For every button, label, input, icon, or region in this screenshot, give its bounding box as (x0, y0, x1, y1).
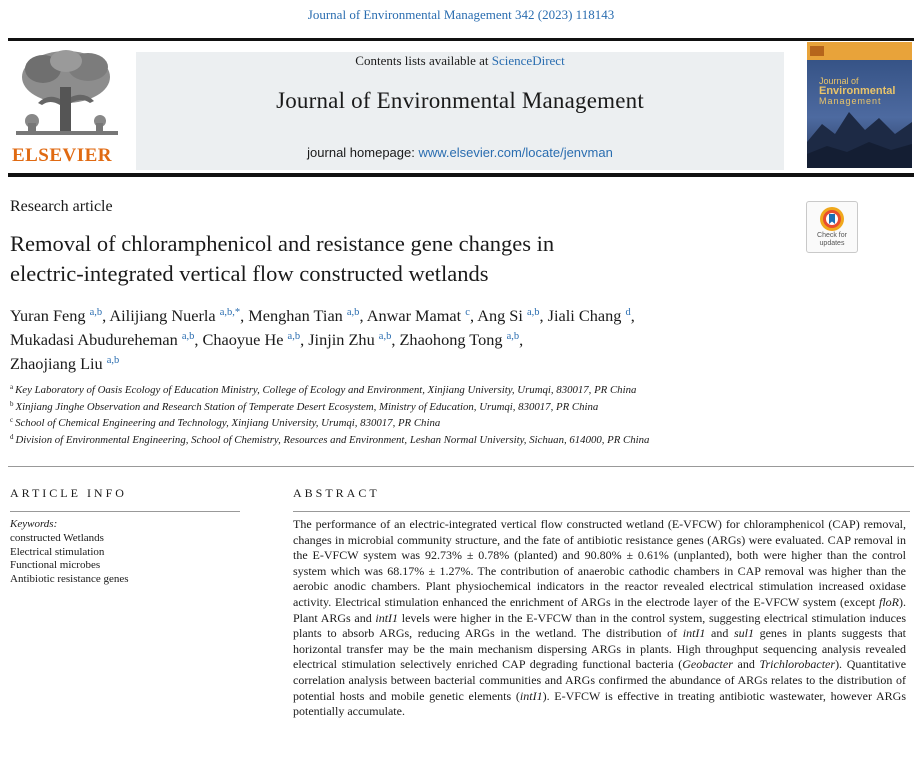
author[interactable] (10, 330, 194, 349)
author-sep: , (519, 330, 524, 349)
author[interactable] (248, 306, 359, 325)
affiliation-key: a (10, 383, 14, 391)
affiliation-key: b (10, 399, 14, 408)
citation-line[interactable] (0, 7, 922, 23)
author[interactable] (548, 306, 631, 325)
author[interactable] (367, 306, 470, 325)
author-affil-sup[interactable]: a,b (287, 331, 301, 342)
author-list (10, 304, 810, 376)
abstract-term: Trichlorobacter (759, 657, 836, 672)
homepage-line (136, 145, 784, 160)
abstract-segment: genes in plants suggests that horizontal transfer may be the main mechanism dispersing ARGs in plants. High throughput sequencing analysis revealed electrical stimulation selectively enriched CAP degrading functional bacteria ( (293, 626, 906, 672)
abstract-segment: The performance of an electric-integrated vertical flow constructed wetland (E-VFCW) for chloramphenicol (CAP) removal, changes in microbial community structure, and the fate of antibiotic resistance genes (ARGs) were evaluated. CAP removal in the E-VFCW system was 92.73% ± 0.78% (planted) and 90.80% ± 0.61% (unplanted), both were higher than the control system which was 68.17% ± 1.27%. The contribution of anaerobic cathodic chambers in CAP removal was higher than the aerobic anodic chambers. Plant physiochemical indicators in the reactor revealed electrical stimulation increased oxidase activity. Electrical stimulation enhanced the enrichment of ARGs in the electrode layer of the E-VFCW system (except (293, 517, 906, 609)
author-name: Ailijiang Nuerla (109, 306, 216, 325)
author-name: Anwar Mamat (366, 306, 462, 325)
journal-cover[interactable] (807, 42, 912, 168)
abstract-rule (293, 511, 910, 512)
author[interactable] (399, 330, 519, 349)
affiliation-text: Key Laboratory of Oasis Ecology of Education Ministry, College of Ecology and Environment, Xinjiang University, Urumqi, 830017, PR China (15, 384, 637, 396)
abstract-term: Geobacter (682, 657, 733, 672)
author-affil-sup[interactable]: c (465, 307, 470, 318)
author-affil-sup[interactable]: d (625, 307, 631, 318)
keywords-list (10, 532, 129, 586)
abstract-heading: ABSTRACT (293, 486, 380, 500)
author-sep: , (240, 306, 249, 325)
affiliation (10, 432, 910, 449)
author-sep: , (630, 306, 635, 325)
keyword: Electrical stimulation (10, 545, 105, 558)
abstract-segment: ). Quantitative correlation analysis between bacterial communities and ARGs confirmed the abundance of ARGs relates to the distribution of potential hosts and mobile genetic elements ( (293, 657, 907, 703)
affiliation (10, 399, 910, 416)
author-name: Zhaohong Tong (399, 330, 503, 349)
abstract-term: intI1 (375, 610, 399, 625)
contents-line (136, 53, 784, 69)
title-line-1: Removal of chloramphenicol and resistance gene changes in (10, 231, 555, 256)
author-name: Mukadasi Abudureheman (10, 330, 178, 349)
keyword: Functional microbes (10, 559, 101, 572)
author[interactable] (477, 306, 539, 325)
affiliation-text: School of Chemical Engineering and Technology, Xinjiang University, Urumqi, 830017, PR China (15, 417, 441, 430)
cover-title-line1: Journal of (819, 76, 859, 86)
author-name: Zhaojiang Liu (10, 354, 103, 373)
author-affil-sup[interactable]: a,b (181, 331, 195, 342)
affiliation (10, 382, 910, 399)
badge-line2: updates (819, 239, 845, 247)
author-sep: , (102, 306, 110, 325)
sciencedirect-link[interactable]: ScienceDirect (491, 53, 565, 68)
author-affil-sup[interactable]: a,b,* (219, 307, 241, 318)
keyword: constructed Wetlands (10, 532, 104, 544)
author-sep: , (194, 330, 203, 349)
journal-title: Journal of Environmental Management (276, 88, 644, 113)
article-info-rule (10, 511, 240, 512)
top-rule (8, 38, 914, 41)
keyword: Antibiotic resistance genes (10, 572, 129, 585)
author[interactable] (109, 306, 240, 325)
author-sep: , (300, 330, 309, 349)
author-affil-sup[interactable]: a,b (378, 331, 392, 342)
abstract-segment: levels were higher in the E-VFCW than in the control system, suggesting electrical stimulation induces plants to absorb ARGs, reducing ARGs in the wetland. The distribution of (293, 610, 906, 641)
affiliation-list (10, 382, 910, 449)
abstract-term: sul1 (733, 626, 754, 641)
author-affil-sup[interactable]: a,b (106, 355, 120, 366)
check-for-updates-label (807, 232, 857, 247)
contents-prefix: Contents lists available at (355, 53, 492, 68)
abstract-segment: ). Plant ARGs and (293, 594, 906, 625)
author-sep: , (391, 330, 400, 349)
affiliation-text: Xinjiang Jinghe Observation and Research Station of Temperate Desert Ecosystem, Ministry of Education, Urumqi, 830017, PR China (15, 400, 599, 413)
author-affil-sup[interactable]: a,b (506, 331, 520, 342)
author-name: Jinjin Zhu (308, 330, 375, 349)
author-name: Jiali Chang (547, 306, 622, 325)
badge-line1: Check for (817, 232, 847, 239)
author-sep: , (469, 306, 478, 325)
elsevier-tree-icon (8, 47, 126, 143)
cover-title-line3: Management (819, 96, 882, 106)
author-sep: , (359, 306, 367, 325)
abstract-segment: and (705, 626, 734, 641)
author-name: Yuran Feng (10, 306, 86, 325)
author-name: Ang Si (477, 306, 523, 325)
author[interactable] (308, 330, 391, 349)
author[interactable] (203, 330, 301, 349)
affiliation-key: c (10, 416, 14, 425)
author-affil-sup[interactable]: a,b (89, 307, 103, 318)
author-name: Menghan Tian (248, 306, 343, 325)
abstract-segment: and (732, 657, 760, 672)
check-for-updates-button[interactable] (806, 201, 858, 253)
abstract-segment: ). E-VFCW is effective in treating antibiotic wastewater, however ARGs potentially accumulate. (293, 688, 907, 719)
cover-title (819, 76, 907, 106)
author-sep: , (539, 306, 548, 325)
affiliation-key: d (10, 433, 14, 442)
article-title (10, 229, 790, 289)
affiliation (10, 415, 910, 432)
title-line-2: electric-integrated vertical flow constructed wetlands (10, 261, 489, 286)
section-divider (8, 466, 914, 467)
abstract-term: floR (879, 594, 899, 609)
abstract-text (293, 517, 906, 720)
bottom-rule (8, 173, 914, 177)
author-affil-sup[interactable]: a,b (346, 307, 360, 318)
cover-title-line2: Environmental (819, 85, 896, 97)
check-for-updates-icon (819, 206, 845, 232)
homepage-prefix: journal homepage: (307, 145, 419, 160)
abstract-term: intI1 (682, 626, 706, 641)
homepage-link[interactable]: www.elsevier.com/locate/jenvman (418, 145, 613, 160)
article-type: Research article (10, 198, 113, 215)
author[interactable] (10, 306, 102, 325)
author-name: Chaoyue He (202, 330, 284, 349)
keywords-label: Keywords: (10, 518, 58, 530)
author[interactable] (10, 354, 119, 373)
citation-link[interactable]: Journal of Environmental Management 342 (2023) 118143 (307, 7, 615, 22)
article-info-heading: ARTICLE INFO (10, 486, 127, 500)
abstract-term: intI1 (519, 688, 543, 703)
publisher-name: ELSEVIER (11, 145, 113, 166)
affiliation-text: Division of Environmental Engineering, School of Chemistry, Resources and Environment, Leshan Normal University, Sichuan, 614000, PR China (15, 434, 650, 447)
author-affil-sup[interactable]: a,b (526, 307, 540, 318)
